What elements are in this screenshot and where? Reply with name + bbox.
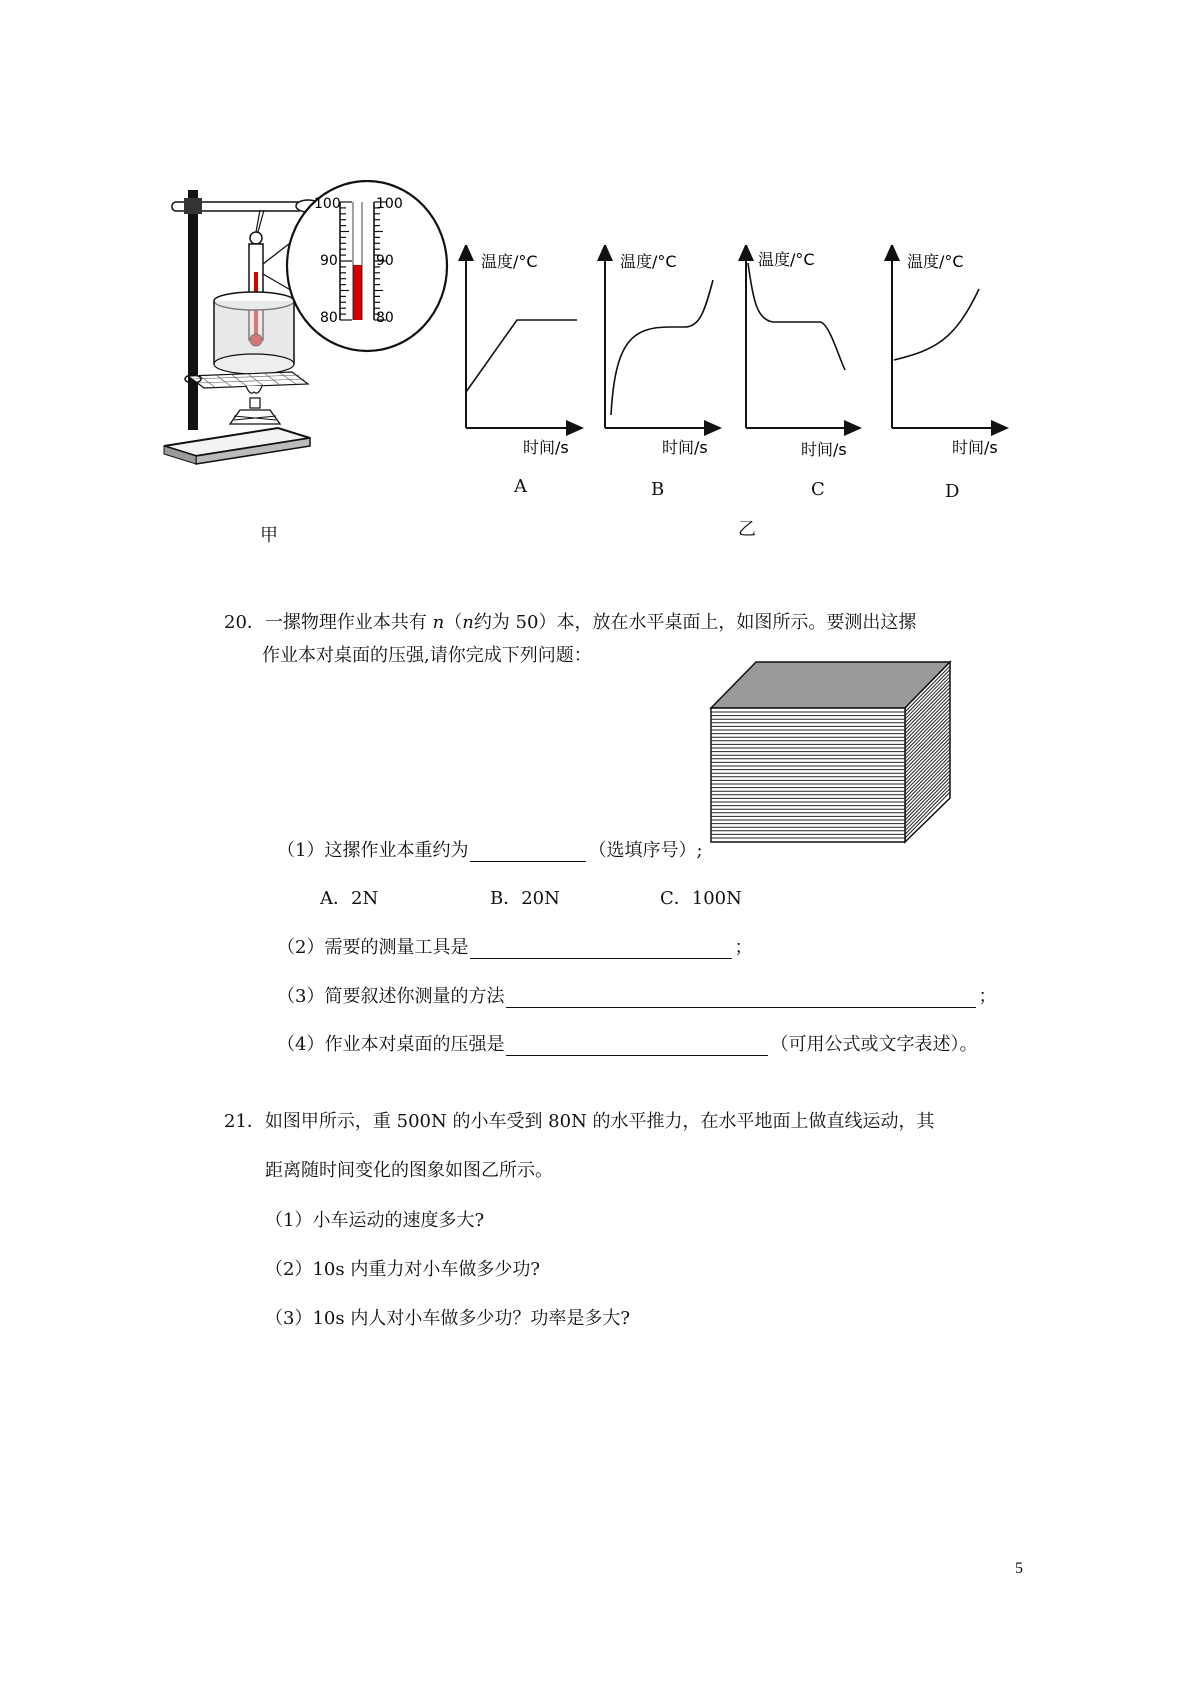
graph-letter: A	[514, 476, 527, 497]
page-number: 5	[1015, 1560, 1023, 1577]
heating-curves-figure	[455, 245, 1035, 465]
x-axis-label: 时间/s	[952, 438, 998, 457]
caption-yi: 乙	[738, 519, 756, 540]
curve-a	[466, 320, 577, 392]
scale-label: 100	[376, 196, 403, 212]
q21-sub2: （2）10s 内重力对小车做多少功?	[265, 1259, 540, 1280]
graph-letter: C	[811, 479, 825, 500]
answer-blank-3[interactable]	[506, 989, 976, 1008]
q20-line-2: 作业本对桌面的压强,请你完成下列问题：	[262, 645, 592, 666]
y-axis-label: 温度/°C	[481, 252, 538, 271]
option-b: B．20N	[490, 888, 560, 909]
graph-d	[892, 245, 1007, 457]
stack-front	[711, 708, 905, 842]
x-axis-label: 时间/s	[801, 440, 847, 459]
scale-label: 100	[314, 196, 341, 212]
graph-a	[466, 245, 582, 457]
q21-line-2: 距离随时间变化的图象如图乙所示。	[265, 1160, 553, 1181]
q20-sub1: （1）这摞作业本重约为 （选填序号）;	[277, 840, 703, 861]
q20-sub3: （3）简要叙述你测量的方法 ；	[277, 986, 997, 1007]
caption-jia: 甲	[260, 525, 278, 546]
scale-label: 90	[376, 253, 394, 269]
stand-rod	[188, 190, 198, 430]
q20-line-1: 20．一摞物理作业本共有 n（n约为 50）本，放在水平桌面上，如图所示。要测出这摞	[224, 612, 917, 633]
answer-blank-1[interactable]	[470, 843, 586, 862]
option-a: A．2N	[320, 888, 379, 909]
curve-d	[894, 289, 979, 360]
option-c: C．100N	[660, 888, 742, 909]
graph-b	[605, 245, 720, 457]
graph-letter: B	[651, 479, 665, 500]
answer-blank-2[interactable]	[470, 940, 732, 959]
scale-label: 80	[320, 310, 338, 326]
x-axis-label: 时间/s	[523, 438, 569, 457]
mercury-column	[353, 265, 362, 320]
y-axis-label: 温度/°C	[758, 250, 815, 269]
q20-sub4: （4）作业本对桌面的压强是 （可用公式或文字表述）。	[277, 1034, 978, 1055]
apparatus-figure	[160, 180, 460, 490]
thermometer-zoom	[287, 181, 447, 351]
q20-sub2: （2）需要的测量工具是 ；	[277, 937, 753, 958]
graph-letter: D	[945, 481, 960, 502]
alcohol-lamp	[230, 410, 280, 424]
flame	[246, 386, 262, 393]
scale-label: 80	[376, 310, 394, 326]
y-axis-label: 温度/°C	[907, 252, 964, 271]
curve-c	[748, 263, 845, 370]
q21-sub3: （3）10s 内人对小车做多少功？功率是多大?	[265, 1308, 630, 1329]
notebook-stack-figure	[708, 660, 954, 846]
graph-c	[746, 245, 860, 459]
q21-line-1: 21．如图甲所示，重 500N 的小车受到 80N 的水平推力，在水平地面上做直线运动，其	[224, 1111, 935, 1132]
y-axis-label: 温度/°C	[620, 252, 677, 271]
scale-label: 90	[320, 253, 338, 269]
x-axis-label: 时间/s	[662, 438, 708, 457]
answer-blank-4[interactable]	[506, 1037, 768, 1056]
curve-b	[611, 280, 713, 415]
q21-sub1: （1）小车运动的速度多大?	[265, 1210, 485, 1231]
